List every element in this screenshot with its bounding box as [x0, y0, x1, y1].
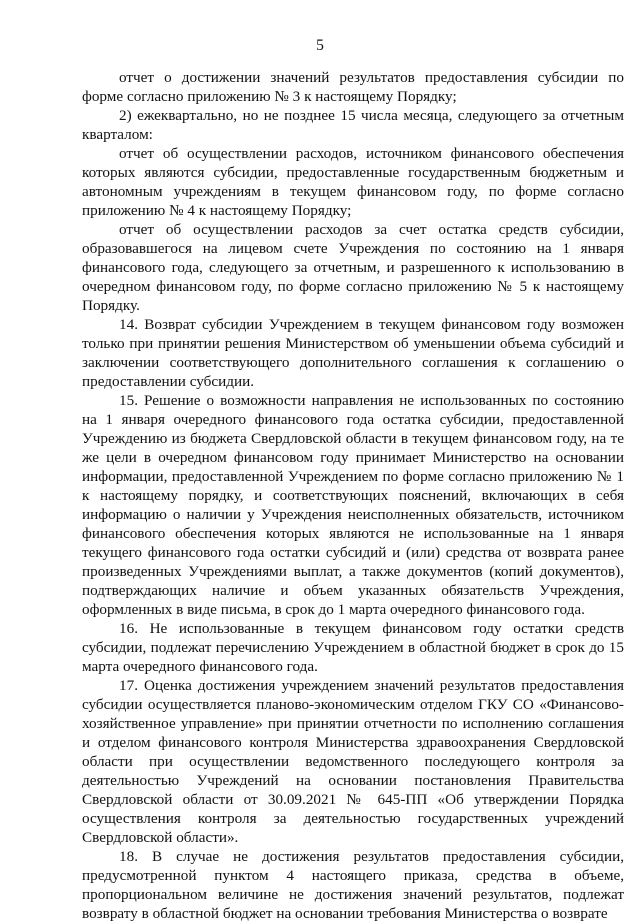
paragraph-clause-18: 18. В случае не достижения результатов предоставления субсидии, предусмотренной пунктом 4 настоящего приказа, средства в объеме, пропорциональном величине не достижения значений результатов, подлежат возврату в областной бюджет на основании требования Министерства о возврате	[82, 848, 624, 922]
paragraph-clause-15: 15. Решение о возможности направления не использованных по состоянию на 1 января очередного финансового года остатка субсидии, предоставленной Учреждению из бюджета Свердловской области в текущем финансовом году, на те же цели в очередном финансовом году принимает Министерство на основании информации, предоставленной Учреждением по форме согласно приложению № 1 к настоящему порядку, и соответствующих пояснений, включающих в себя информацию о наличии у Учреждения неисполненных обязательств, источником финансового обеспечения которых являются не использованные на 1 января текущего финансового года остатки субсидий и (или) средства от возврата ранее произведенных Учреждениями выплат, а также документов (копий документов), подтверждающих наличие и объем указанных обязательств Учреждения, оформленных в виде письма, в срок до 1 марта очередного финансового года.	[82, 392, 624, 618]
paragraph-clause-16: 16. Не использованные в текущем финансовом году остатки средств субсидии, подлежат перечислению Учреждением в областной бюджет в срок до 15 марта очередного финансового года.	[82, 620, 624, 675]
paragraph-quarterly: 2) ежеквартально, но не позднее 15 числа месяца, следующего за отчетным кварталом:	[82, 107, 624, 143]
paragraph-clause-17: 17. Оценка достижения учреждением значений результатов предоставления субсидии осуществляется планово-экономическим отделом ГКУ СО «Финансово-хозяйственное управление» при принятии отчетности по исполнению соглашения и отделом финансового контроля Министерства здравоохранения Свердловской области при осуществлении ведомственного последующего контроля за деятельностью Учреждений на основании постановления Правительства Свердловской области от 30.09.2021 № 645-ПП «Об утверждении Порядка осуществления контроля за деятельностью государственных учреждений Свердловской области».	[82, 677, 624, 846]
paragraph-report-expenses: отчет об осуществлении расходов, источником финансового обеспечения которых являются субсидии, предоставленные государственным бюджетным и автономным учреждениям в текущем финансовом году, по форме согласно приложению № 4 к настоящему Порядку;	[82, 145, 624, 219]
paragraph-report-remainder: отчет об осуществлении расходов за счет остатка средств субсидии, образовавшегося на лицевом счете Учреждения по состоянию на 1 января финансового года, следующего за отчетным, и разрешенного к использованию в очередном финансовом году, по форме согласно приложению № 5 к настоящему Порядку.	[82, 221, 624, 314]
paragraph-clause-14: 14. Возврат субсидии Учреждением в текущем финансовом году возможен только при принятии решения Министерством об уменьшении объема субсидий и заключении соответствующего дополнительного соглашения к соглашению о предоставлении субсидии.	[82, 316, 624, 390]
page-number: 5	[316, 37, 324, 54]
document-body	[82, 68, 624, 923]
paragraph-report-results: отчет о достижении значений результатов предоставления субсидии по форме согласно приложению № 3 к настоящему Порядку;	[82, 69, 624, 105]
